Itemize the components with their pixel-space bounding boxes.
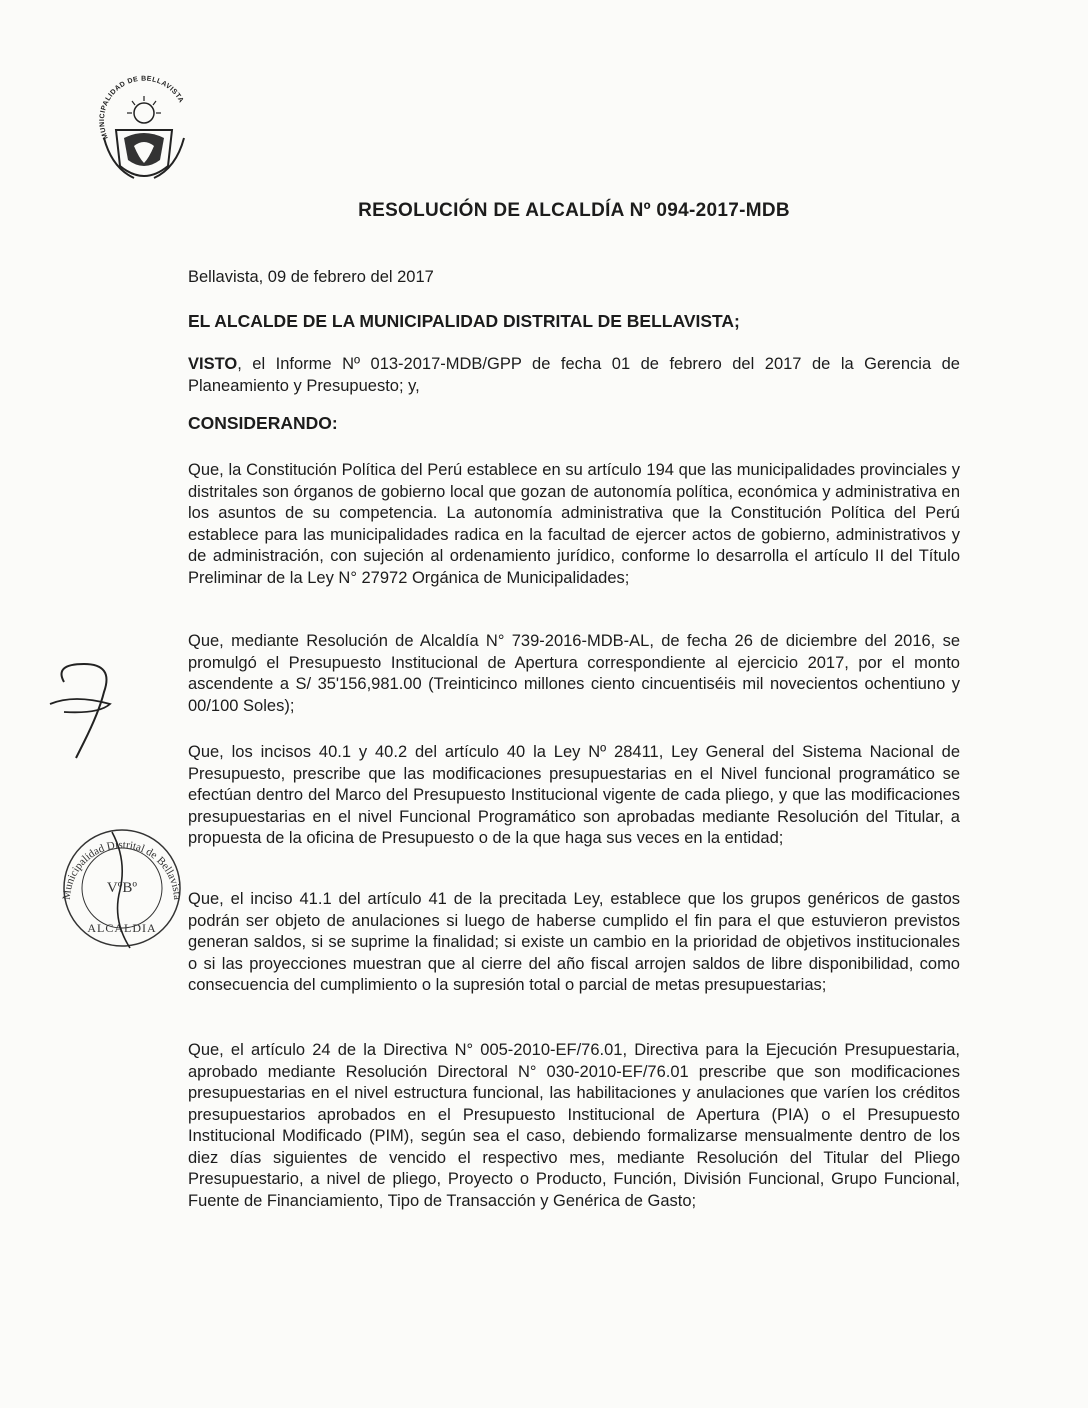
considerando-paragraph-1: Que, la Constitución Política del Perú establece en su artículo 194 que las municipalidades provinciales y distritales son órganos de gobierno local que gozan de autonomía política, económica y administrativa en los asuntos de su competencia. La autonomía administrativa que la Constitución Política del Perú establece para las municipalidades radica en la facultad de ejercer actos de gobierno, administrativos y de administración, con sujeción al ordenamiento jurídico, conforme lo desarrolla el artículo II del Título Preliminar de la Ley N° 27972 Orgánica de Municipalidades; xyxy=(188,461,960,587)
handwritten-signature xyxy=(44,652,134,762)
considerando-paragraph-3: Que, los incisos 40.1 y 40.2 del artículo 40 la Ley Nº 28411, Ley General del Sistema Nacional de Presupuesto, prescribe que las modificaciones presupuestarias en el Nivel funcional programático se efectúan dentro del Marco del Presupuesto Institucional vigente de cada pliego, y que las modificaciones presupuestarias en el nivel Funcional Programático son aprobadas mediante Resolución del Titular, a propuesta de la oficina de Presupuesto o de la que haga sus veces en la entidad; xyxy=(188,743,960,847)
considerando-heading: CONSIDERANDO: xyxy=(188,413,338,433)
vobo-alcaldia-stamp xyxy=(52,820,192,950)
document-date: Bellavista, 09 de febrero del 2017 xyxy=(188,268,434,286)
stamp-ring-text: Municipalidad Distrital de Bellavista xyxy=(60,838,184,901)
visto-text: , el Informe Nº 013-2017-MDB/GPP de fecha 01 de febrero del 2017 de la Gerencia de Planeamiento y Presupuesto; y, xyxy=(188,355,960,395)
stamp-center-text: VºBº xyxy=(106,880,138,896)
addressee-heading: EL ALCALDE DE LA MUNICIPALIDAD DISTRITAL DE BELLAVISTA; xyxy=(188,311,740,331)
stamp-bottom-text: ALCALDIA xyxy=(87,921,157,935)
resolution-title: RESOLUCIÓN DE ALCALDÍA Nº 094-2017-MDB xyxy=(358,200,790,221)
considerando-paragraph-5: Que, el artículo 24 de la Directiva N° 005-2010-EF/76.01, Directiva para la Ejecución Presupuestaria, aprobado mediante Resolución Directoral N° 030-2010-EF/76.01 prescribe que son modificaciones presupuestarias en el nivel estructura funcional, las habilitaciones y anulaciones que varíen los créditos presupuestarios aprobados en el Presupuesto Institucional de Apertura (PIA) o el Presupuesto Institucional Modificado (PIM), según sea el caso, debiendo formalizarse mensualmente dentro de los diez días siguientes de vencido el respectivo mes, mediante Resolución del Titular del Pliego Presupuestario, a nivel de pliego, Proyecto o Producto, Función, División Funcional, Grupo Funcional, Fuente de Financiamiento, Tipo de Transacción y Genérica de Gasto; xyxy=(188,1041,960,1210)
visto-label: VISTO xyxy=(188,355,238,373)
considerando-paragraph-4: Que, el inciso 41.1 del artículo 41 de la precitada Ley, establece que los grupos genéricos de gastos podrán ser objeto de anulaciones si luego de haberse cumplido el fin para el que estuvieron previstos generan saldos, si se suprime la finalidad; si existe un cambio en la prioridad de objetivos institucionales o si las proyecciones muestran que al cierre del año fiscal arrojen saldos de libre disponibilidad, como consecuencia del cumplimiento o la supresión total o parcial de metas presupuestarias; xyxy=(188,890,960,994)
seal-ring-text: MUNICIPALIDAD DE BELLAVISTA xyxy=(98,75,185,140)
considerando-paragraph-2: Que, mediante Resolución de Alcaldía N° 739-2016-MDB-AL, de fecha 26 de diciembre del 2016, se promulgó el Presupuesto Institucional de Apertura correspondiente al ejercicio 2017, por el monto ascendente a S/ 35'156,981.00 (Treinticinco millones ciento cincuentiséis mil novecientos ochentiuno y 00/100 Soles); xyxy=(188,632,960,715)
municipal-seal-logo xyxy=(94,68,194,188)
visto-paragraph xyxy=(188,354,960,397)
